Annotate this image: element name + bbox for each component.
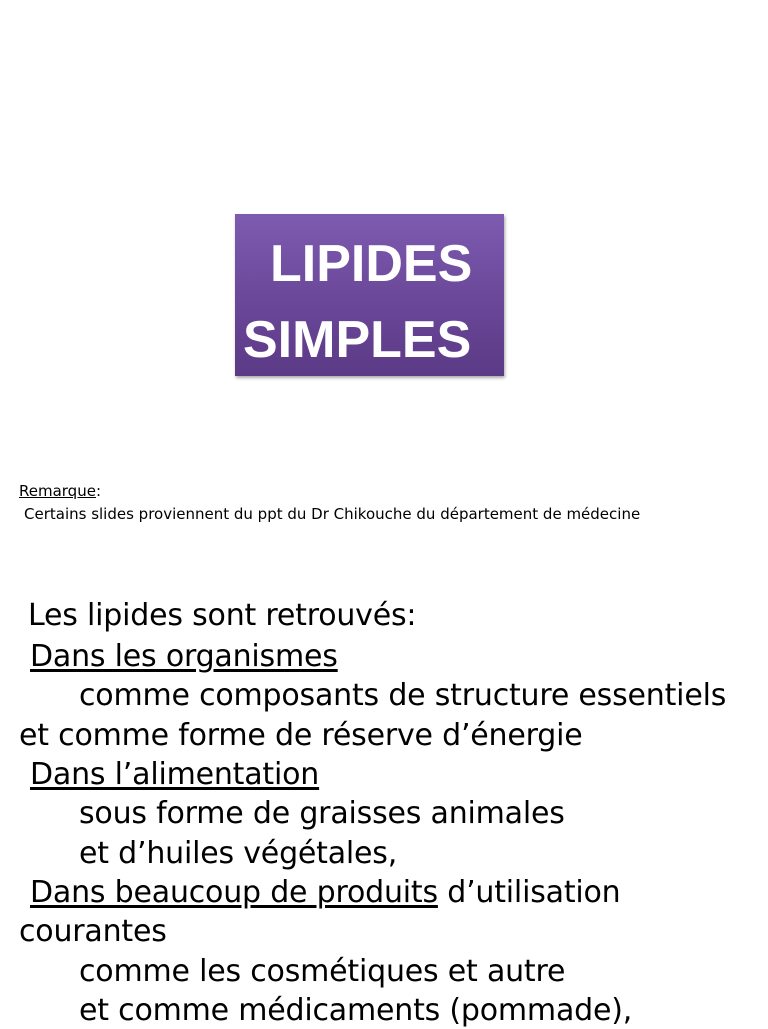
content-line-medicaments: et comme médicaments (pommade), <box>79 993 633 1028</box>
content-line-utilisation: d’utilisation <box>437 875 621 910</box>
remark-colon: : <box>95 482 102 500</box>
remark-label: Remarque <box>19 482 96 500</box>
content-heading-produits: Dans beaucoup de produits <box>30 875 438 910</box>
content-line-cosmetiques: comme les cosmétiques et autre <box>79 954 566 989</box>
content-line-graisses: sous forme de graisses animales <box>79 796 565 831</box>
content-line-courantes: courantes <box>19 914 167 949</box>
content-line-reserve: et comme forme de réserve d’énergie <box>19 718 583 753</box>
content-line-huiles: et d’huiles végétales, <box>79 836 398 871</box>
title-line-2: SIMPLES <box>243 311 472 369</box>
title-box <box>235 214 504 376</box>
title-line-1: LIPIDES <box>270 235 473 293</box>
content-heading-alimentation: Dans l’alimentation <box>30 757 320 792</box>
remark-body: Certains slides proviennent du ppt du Dr Chikouche du département de médecine <box>24 505 641 523</box>
content-line-structure: comme composants de structure essentiels <box>79 678 727 713</box>
content-line-intro: Les lipides sont retrouvés: <box>28 598 417 633</box>
remark-heading <box>19 481 101 502</box>
content-heading-organismes: Dans les organismes <box>30 639 338 674</box>
content-line-produits <box>30 875 620 911</box>
